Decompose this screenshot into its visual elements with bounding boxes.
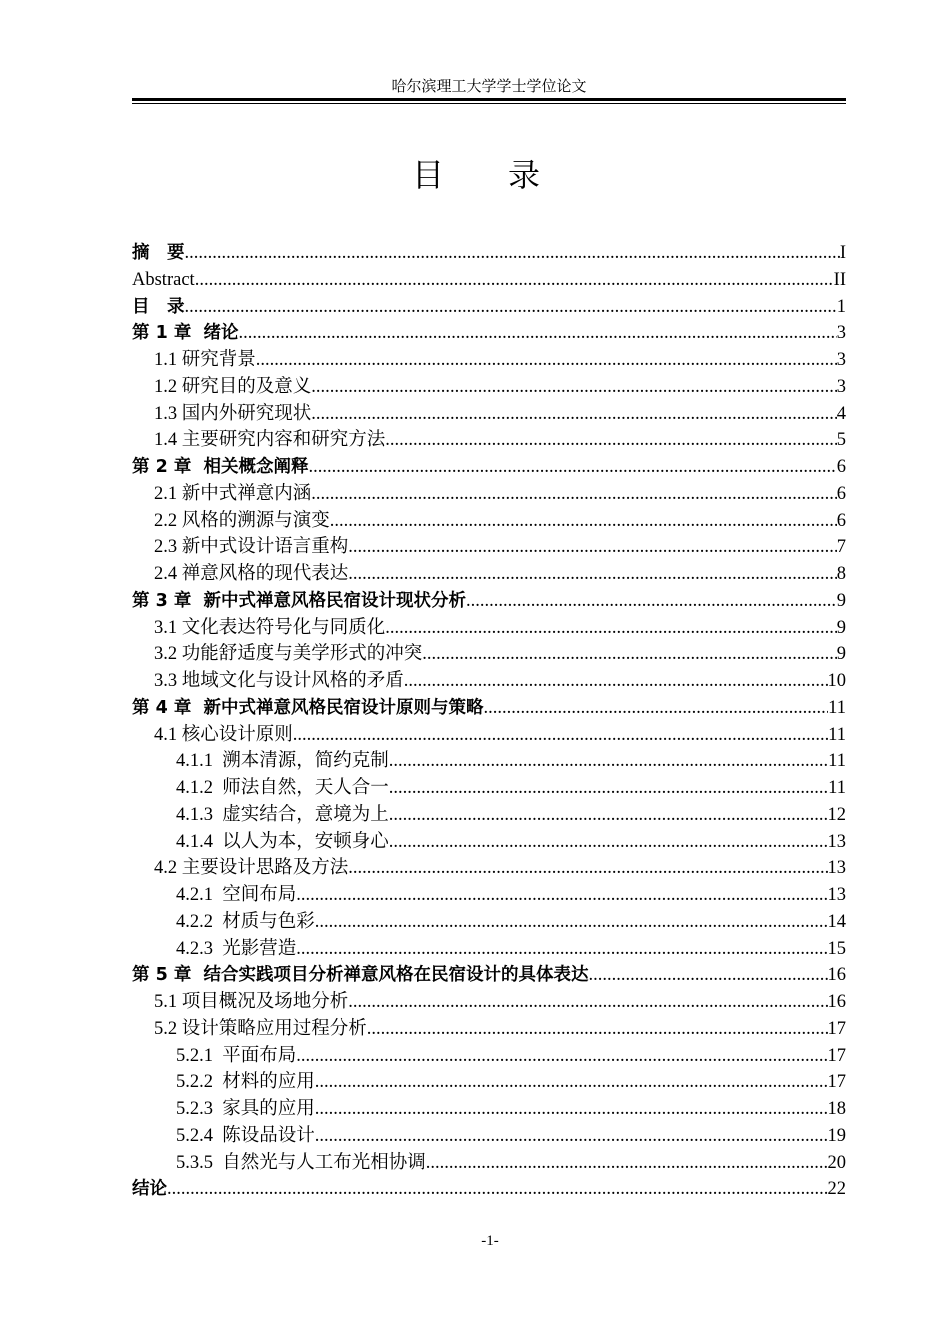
dot-leader — [389, 829, 828, 856]
toc-entry-page: 3 — [836, 323, 846, 344]
dot-leader — [385, 615, 836, 642]
toc-entry-page: 7 — [836, 537, 846, 558]
dot-leader — [315, 1069, 828, 1096]
toc-entry-label: 第 2 章 相关概念阐释 — [132, 457, 309, 477]
dot-leader — [422, 641, 836, 668]
toc-entry-page: 9 — [836, 617, 846, 638]
toc-entry[interactable] — [132, 775, 846, 802]
toc-entry-page: 17 — [827, 1018, 846, 1039]
toc-entry-label: 4.1.2 师法自然，天人合一 — [176, 778, 389, 798]
toc-entry-page: 11 — [828, 724, 846, 745]
toc-entry[interactable] — [132, 936, 846, 963]
toc-entry[interactable] — [132, 320, 846, 347]
toc-entry-page: 11 — [828, 778, 846, 798]
toc-entry-page: 16 — [827, 965, 846, 986]
toc-entry-page: 17 — [827, 1045, 846, 1066]
page-number: -1- — [481, 1233, 499, 1249]
dot-leader — [389, 802, 828, 829]
toc-entry-page: 20 — [827, 1152, 846, 1173]
toc-entry-label: 4.2.1 空间布局 — [176, 885, 297, 905]
toc-entry[interactable] — [132, 855, 846, 882]
dot-leader — [426, 1150, 828, 1177]
toc-entry-page: 11 — [828, 751, 846, 772]
dot-leader — [167, 1176, 828, 1203]
toc-entry-label: 5.2.2 材料的应用 — [176, 1072, 315, 1093]
dot-leader — [293, 722, 828, 749]
toc-entry-label: 3.3 地域文化与设计风格的矛盾 — [154, 671, 404, 691]
header-rule-thin — [132, 103, 846, 104]
toc-entry-label: 4.1.4 以人为本，安顿身心 — [176, 831, 389, 852]
table-of-contents — [132, 240, 846, 1203]
toc-entry-page: 14 — [827, 911, 846, 932]
dot-leader — [239, 320, 837, 347]
toc-entry-page: 4 — [836, 403, 846, 424]
toc-entry-label: 4.2 主要设计思路及方法 — [154, 858, 349, 879]
toc-entry[interactable] — [132, 401, 846, 428]
toc-entry[interactable] — [132, 1043, 846, 1070]
toc-entry-label: Abstract — [132, 269, 195, 290]
toc-entry-label: 5.2.3 家具的应用 — [176, 1099, 315, 1119]
toc-entry-page: 6 — [836, 483, 846, 504]
dot-leader — [348, 855, 827, 882]
toc-entry[interactable] — [132, 1176, 846, 1203]
dot-leader — [256, 347, 837, 374]
toc-entry[interactable] — [132, 508, 846, 535]
toc-entry-page: 6 — [836, 457, 846, 477]
page-title: 目 录 — [411, 157, 568, 193]
toc-entry-page: 9 — [836, 644, 846, 665]
toc-entry[interactable] — [132, 989, 846, 1016]
dot-leader — [589, 962, 828, 989]
toc-entry-page: 11 — [828, 697, 846, 718]
toc-entry-label: 目 录 — [132, 296, 185, 317]
toc-entry-label: 2.4 禅意风格的现代表达 — [154, 564, 349, 584]
toc-entry-label: 第 1 章 绪论 — [132, 323, 239, 344]
toc-entry-label: 3.2 功能舒适度与美学形式的冲突 — [154, 644, 423, 665]
toc-entry[interactable] — [132, 294, 846, 321]
toc-entry[interactable] — [132, 829, 846, 856]
toc-entry[interactable] — [132, 1069, 846, 1096]
toc-entry[interactable] — [132, 1016, 846, 1043]
toc-entry-label: 5.2.4 陈设品设计 — [176, 1125, 315, 1146]
toc-entry-page: II — [833, 269, 846, 290]
toc-entry-label: 1.4 主要研究内容和研究方法 — [154, 430, 386, 451]
toc-entry-label: 4.2.3 光影营造 — [176, 938, 297, 959]
dot-leader — [330, 508, 837, 535]
toc-entry-page: 16 — [827, 992, 846, 1012]
toc-entry[interactable] — [132, 1123, 846, 1150]
toc-entry-page: 6 — [836, 510, 846, 531]
dot-leader — [195, 267, 834, 294]
dot-leader — [348, 989, 827, 1016]
toc-entry-page: I — [839, 243, 846, 263]
dot-leader — [296, 936, 827, 963]
toc-entry-label: 5.3.5 自然光与人工布光相协调 — [176, 1152, 426, 1173]
dot-leader — [348, 561, 836, 588]
toc-entry-label: 摘 要 — [132, 243, 185, 263]
toc-entry-page: 19 — [827, 1125, 846, 1146]
toc-entry-page: 15 — [827, 938, 846, 959]
toc-entry[interactable] — [132, 962, 846, 989]
toc-entry-label: 2.2 风格的溯源与演变 — [154, 510, 330, 531]
toc-entry-page: 3 — [836, 376, 846, 397]
toc-entry-label: 1.2 研究目的及意义 — [154, 376, 312, 397]
toc-entry-label: 5.2 设计策略应用过程分析 — [154, 1018, 367, 1039]
toc-entry[interactable] — [132, 240, 846, 267]
dot-leader — [309, 454, 837, 481]
toc-entry-label: 4.1.1 溯本清源，简约克制 — [176, 751, 389, 772]
toc-entry[interactable] — [132, 561, 846, 588]
dot-leader — [484, 695, 829, 722]
toc-entry-page: 1 — [836, 296, 846, 317]
running-header: 哈尔滨理工大学学士学位论文 — [391, 79, 587, 95]
toc-entry[interactable] — [132, 481, 846, 508]
toc-entry[interactable] — [132, 695, 846, 722]
toc-entry-label: 4.1.3 虚实结合，意境为上 — [176, 804, 389, 825]
toc-entry-page: 8 — [836, 564, 846, 584]
toc-entry[interactable] — [132, 909, 846, 936]
toc-entry-page: 9 — [836, 590, 846, 611]
dot-leader — [348, 534, 836, 561]
toc-entry-page: 3 — [836, 350, 846, 370]
toc-entry[interactable] — [132, 1096, 846, 1123]
dot-leader — [389, 775, 828, 802]
toc-entry-label: 2.3 新中式设计语言重构 — [154, 537, 349, 558]
dot-leader — [296, 882, 827, 909]
toc-entry-label: 1.1 研究背景 — [154, 350, 256, 370]
toc-entry-label: 第 5 章 结合实践项目分析禅意风格在民宿设计的具体表达 — [132, 965, 589, 986]
header-rule-thick — [132, 98, 846, 101]
dot-leader — [367, 1016, 828, 1043]
toc-entry-label: 2.1 新中式禅意内涵 — [154, 483, 312, 504]
toc-entry[interactable] — [132, 668, 846, 695]
dot-leader — [315, 909, 828, 936]
toc-entry[interactable] — [132, 454, 846, 481]
dot-leader — [296, 1043, 827, 1070]
toc-entry-label: 第 3 章 新中式禅意风格民宿设计现状分析 — [132, 590, 467, 611]
dot-leader — [311, 374, 836, 401]
toc-entry[interactable] — [132, 267, 846, 294]
toc-entry-page: 12 — [827, 804, 846, 825]
toc-entry[interactable] — [132, 641, 846, 668]
toc-entry[interactable] — [132, 615, 846, 642]
toc-entry-label: 4.2.2 材质与色彩 — [176, 911, 315, 932]
toc-entry[interactable] — [132, 748, 846, 775]
toc-entry-page: 22 — [827, 1179, 846, 1200]
toc-entry-page: 13 — [827, 831, 846, 852]
toc-entry[interactable] — [132, 374, 846, 401]
dot-leader — [311, 481, 836, 508]
toc-entry[interactable] — [132, 882, 846, 909]
toc-entry-page: 10 — [827, 671, 846, 691]
toc-entry-page: 13 — [827, 885, 846, 905]
toc-entry-label: 第 4 章 新中式禅意风格民宿设计原则与策略 — [132, 697, 484, 718]
toc-entry[interactable] — [132, 802, 846, 829]
toc-entry-page: 13 — [827, 858, 846, 879]
toc-entry[interactable] — [132, 1150, 846, 1177]
dot-leader — [385, 427, 836, 454]
toc-entry-label: 结论 — [132, 1179, 167, 1200]
dot-leader — [466, 588, 837, 615]
dot-leader — [185, 240, 840, 267]
toc-entry-label: 3.1 文化表达符号化与同质化 — [154, 617, 386, 638]
toc-entry-page: 5 — [836, 430, 846, 451]
toc-entry[interactable] — [132, 347, 846, 374]
toc-entry-label: 5.2.1 平面布局 — [176, 1045, 297, 1066]
toc-entry-page: 18 — [827, 1099, 846, 1119]
toc-entry[interactable] — [132, 588, 846, 615]
toc-entry-label: 4.1 核心设计原则 — [154, 724, 293, 745]
dot-leader — [185, 294, 837, 321]
toc-entry-label: 5.1 项目概况及场地分析 — [154, 992, 349, 1012]
toc-entry-label: 1.3 国内外研究现状 — [154, 403, 312, 424]
dot-leader — [315, 1096, 828, 1123]
dot-leader — [404, 668, 828, 695]
dot-leader — [311, 401, 836, 428]
dot-leader — [315, 1123, 828, 1150]
toc-entry-page: 17 — [827, 1072, 846, 1093]
toc-entry[interactable] — [132, 427, 846, 454]
dot-leader — [389, 748, 828, 775]
toc-entry[interactable] — [132, 534, 846, 561]
toc-entry[interactable] — [132, 722, 846, 749]
